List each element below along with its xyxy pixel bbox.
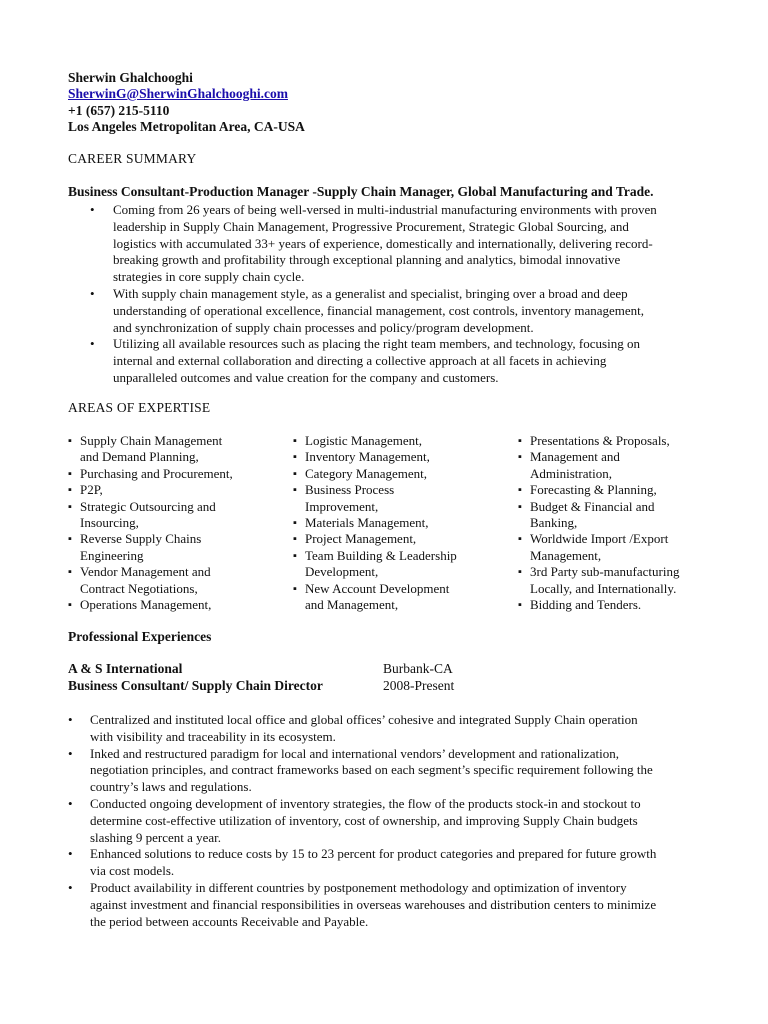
expertise-line: Insourcing, bbox=[80, 515, 139, 531]
summary-line: internal and external collaboration and directing a collective approach at all facets in achieving bbox=[113, 353, 607, 369]
square-bullet-icon: ▪ bbox=[293, 549, 297, 562]
experience-line: Product availability in different countries by postponement methodology and optimization of inventory bbox=[90, 879, 627, 895]
expertise-item bbox=[68, 433, 283, 466]
bullet-icon: • bbox=[68, 879, 73, 895]
expertise-item bbox=[293, 515, 493, 531]
expertise-item bbox=[518, 597, 718, 613]
expertise-line: New Account Development bbox=[305, 580, 450, 596]
summary-bullet bbox=[68, 202, 708, 286]
expertise-item bbox=[518, 449, 718, 482]
square-bullet-icon: ▪ bbox=[518, 533, 522, 546]
career-summary-heading: CAREER SUMMARY bbox=[68, 151, 197, 166]
summary-line: Coming from 26 years of being well-versed in multi-industrial manufacturing environments with proven bbox=[113, 202, 657, 217]
experience-line: Inked and restructured paradigm for local and international vendors’ development and rationalization, bbox=[90, 745, 619, 761]
experience-line: Conducted ongoing development of inventory strategies, the flow of the products stock-in and stockout to bbox=[90, 795, 641, 811]
expertise-line: 3rd Party sub-manufacturing bbox=[530, 564, 680, 580]
experience-bullet bbox=[68, 712, 708, 746]
square-bullet-icon: ▪ bbox=[293, 484, 297, 497]
expertise-item bbox=[293, 433, 493, 449]
summary-line: Utilizing all available resources such as placing the right team members, and technology, focusing on bbox=[113, 336, 640, 352]
expertise-item bbox=[518, 499, 718, 532]
expertise-item bbox=[518, 482, 718, 498]
summary-line: understanding of operational excellence, financial management, cost controls, inventory management, bbox=[113, 302, 645, 318]
square-bullet-icon: ▪ bbox=[518, 484, 522, 497]
company-name: A & S International bbox=[68, 661, 183, 676]
experience-line: negotiation principles, and contract frameworks based on each segment’s specific requirement following the bbox=[90, 762, 653, 778]
bullet-icon: • bbox=[90, 285, 95, 301]
experience-line: determine cost-effective utilization of inventory, cost of ownership, and improving Supply Chain budgets bbox=[90, 812, 638, 828]
square-bullet-icon: ▪ bbox=[518, 500, 522, 513]
expertise-line: Project Management, bbox=[305, 531, 417, 547]
square-bullet-icon: ▪ bbox=[68, 599, 72, 612]
bullet-icon: • bbox=[68, 846, 73, 862]
expertise-line: Business Process bbox=[305, 482, 395, 498]
summary-line: and synchronization of supply chain processes and policy/program development. bbox=[113, 319, 534, 335]
job-dates: 2008-Present bbox=[383, 678, 455, 693]
bullet-icon: • bbox=[68, 712, 73, 727]
square-bullet-icon: ▪ bbox=[518, 566, 522, 579]
career-summary-title: Business Consultant-Production Manager -Supply Chain Manager, Global Manufacturing and Trade. bbox=[68, 184, 654, 199]
expertise-line: Presentations & Proposals, bbox=[530, 433, 670, 448]
career-summary-list bbox=[68, 202, 708, 387]
expertise-line: Management, bbox=[530, 547, 602, 563]
experience-line: Centralized and instituted local office and global offices’ cohesive and integrated Supply Chain operation bbox=[90, 712, 638, 727]
phone-number: +1 (657) 215-5110 bbox=[68, 103, 170, 118]
expertise-line: Banking, bbox=[530, 515, 578, 531]
expertise-line: and Demand Planning, bbox=[80, 449, 199, 465]
square-bullet-icon: ▪ bbox=[518, 451, 522, 464]
bullet-icon: • bbox=[90, 336, 95, 352]
summary-line: leadership in Supply Chain Management, Progressive Procurement, Strategic Global Sourcing, and bbox=[113, 218, 629, 234]
summary-line: logistics with accumulated 33+ years of experience, domestically and internationally, delivering record- bbox=[113, 235, 653, 251]
expertise-line: Development, bbox=[305, 564, 379, 580]
square-bullet-icon: ▪ bbox=[68, 435, 72, 447]
expertise-line: Administration, bbox=[530, 465, 612, 481]
square-bullet-icon: ▪ bbox=[68, 566, 72, 579]
expertise-item bbox=[68, 597, 283, 613]
expertise-item bbox=[68, 531, 283, 564]
experience-bullet bbox=[68, 746, 708, 796]
bullet-icon: • bbox=[90, 202, 95, 217]
expertise-line: Contract Negotiations, bbox=[80, 580, 198, 596]
summary-bullet bbox=[68, 336, 708, 386]
expertise-item bbox=[68, 499, 283, 532]
expertise-heading: AREAS OF EXPERTISE bbox=[68, 400, 211, 415]
expertise-line: Vendor Management and bbox=[80, 564, 211, 580]
expertise-line: Improvement, bbox=[305, 498, 379, 514]
expertise-line: Logistic Management, bbox=[305, 433, 422, 448]
experience-line: the period between accounts Receivable and Payable. bbox=[90, 913, 369, 929]
expertise-line: Locally, and Internationally. bbox=[530, 580, 677, 596]
expertise-item bbox=[68, 564, 283, 597]
expertise-line: Forecasting & Planning, bbox=[530, 482, 657, 498]
candidate-name: Sherwin Ghalchooghi bbox=[68, 70, 193, 85]
expertise-item bbox=[518, 433, 718, 449]
expertise-line: Bidding and Tenders. bbox=[530, 597, 642, 613]
square-bullet-icon: ▪ bbox=[68, 533, 72, 546]
square-bullet-icon: ▪ bbox=[293, 582, 297, 595]
experience-list bbox=[68, 712, 708, 930]
expertise-item bbox=[293, 581, 493, 614]
bullet-icon: • bbox=[68, 795, 73, 811]
square-bullet-icon: ▪ bbox=[293, 517, 297, 530]
email-link[interactable]: SherwinG@SherwinGhalchooghi.com bbox=[68, 86, 288, 101]
square-bullet-icon: ▪ bbox=[68, 484, 72, 497]
expertise-line: Strategic Outsourcing and bbox=[80, 498, 216, 514]
expertise-line: Materials Management, bbox=[305, 515, 429, 531]
expertise-line: Engineering bbox=[80, 547, 144, 563]
expertise-item bbox=[293, 548, 493, 581]
expertise-line: Supply Chain Management bbox=[80, 433, 223, 448]
expertise-line: Team Building & Leadership bbox=[305, 547, 457, 563]
summary-line: unparalleled outcomes and value creation for the company and customers. bbox=[113, 369, 499, 385]
experience-line: via cost models. bbox=[90, 863, 175, 879]
expertise-line: Worldwide Import /Export bbox=[530, 531, 669, 547]
summary-line: strategies in core supply chain cycle. bbox=[113, 269, 305, 285]
summary-bullet bbox=[68, 286, 708, 336]
expertise-column-3 bbox=[518, 433, 718, 613]
expertise-item bbox=[518, 564, 718, 597]
expertise-line: Budget & Financial and bbox=[530, 498, 655, 514]
experience-line: Enhanced solutions to reduce costs by 15 to 23 percent for product categories and prepared for future growth bbox=[90, 846, 657, 862]
expertise-line: Category Management, bbox=[305, 465, 428, 481]
professional-experiences-heading: Professional Experiences bbox=[68, 629, 212, 644]
experience-line: with visibility and traceability in its ecosystem. bbox=[90, 728, 336, 744]
square-bullet-icon: ▪ bbox=[293, 533, 297, 546]
experience-line: country’s laws and regulations. bbox=[90, 779, 252, 795]
expertise-column-2 bbox=[293, 433, 493, 613]
expertise-line: Inventory Management, bbox=[305, 449, 430, 465]
square-bullet-icon: ▪ bbox=[293, 467, 297, 480]
experience-bullet bbox=[68, 880, 708, 930]
expertise-item bbox=[293, 466, 493, 482]
square-bullet-icon: ▪ bbox=[293, 451, 297, 464]
location: Los Angeles Metropolitan Area, CA-USA bbox=[68, 119, 305, 134]
job-title: Business Consultant/ Supply Chain Director bbox=[68, 678, 323, 693]
experience-line: against investment and financial responsibilities in overseas warehouses and distribution centers to minimize bbox=[90, 896, 657, 912]
expertise-item bbox=[293, 531, 493, 547]
expertise-line: and Management, bbox=[305, 597, 399, 613]
expertise-item bbox=[518, 531, 718, 564]
summary-line: breaking growth and profitability through exceptional planning and analytics, bimodal innovative bbox=[113, 252, 621, 268]
square-bullet-icon: ▪ bbox=[68, 500, 72, 513]
square-bullet-icon: ▪ bbox=[68, 467, 72, 480]
summary-line: With supply chain management style, as a generalist and specialist, bringing over a broad and deep bbox=[113, 285, 628, 301]
expertise-item bbox=[68, 482, 283, 498]
expertise-item bbox=[293, 482, 493, 515]
bullet-icon: • bbox=[68, 745, 73, 761]
expertise-line: Reverse Supply Chains bbox=[80, 531, 202, 547]
square-bullet-icon: ▪ bbox=[518, 435, 522, 447]
expertise-column-1 bbox=[68, 433, 283, 613]
square-bullet-icon: ▪ bbox=[518, 599, 522, 612]
experience-bullet bbox=[68, 846, 708, 880]
expertise-item bbox=[68, 466, 283, 482]
experience-bullet bbox=[68, 796, 708, 846]
expertise-item bbox=[293, 449, 493, 465]
expertise-line: P2P, bbox=[80, 482, 103, 498]
square-bullet-icon: ▪ bbox=[293, 435, 297, 447]
expertise-line: Purchasing and Procurement, bbox=[80, 465, 233, 481]
company-location: Burbank-CA bbox=[383, 661, 453, 676]
experience-line: slashing 9 percent a year. bbox=[90, 829, 222, 845]
expertise-line: Management and bbox=[530, 449, 620, 465]
expertise-line: Operations Management, bbox=[80, 597, 212, 613]
